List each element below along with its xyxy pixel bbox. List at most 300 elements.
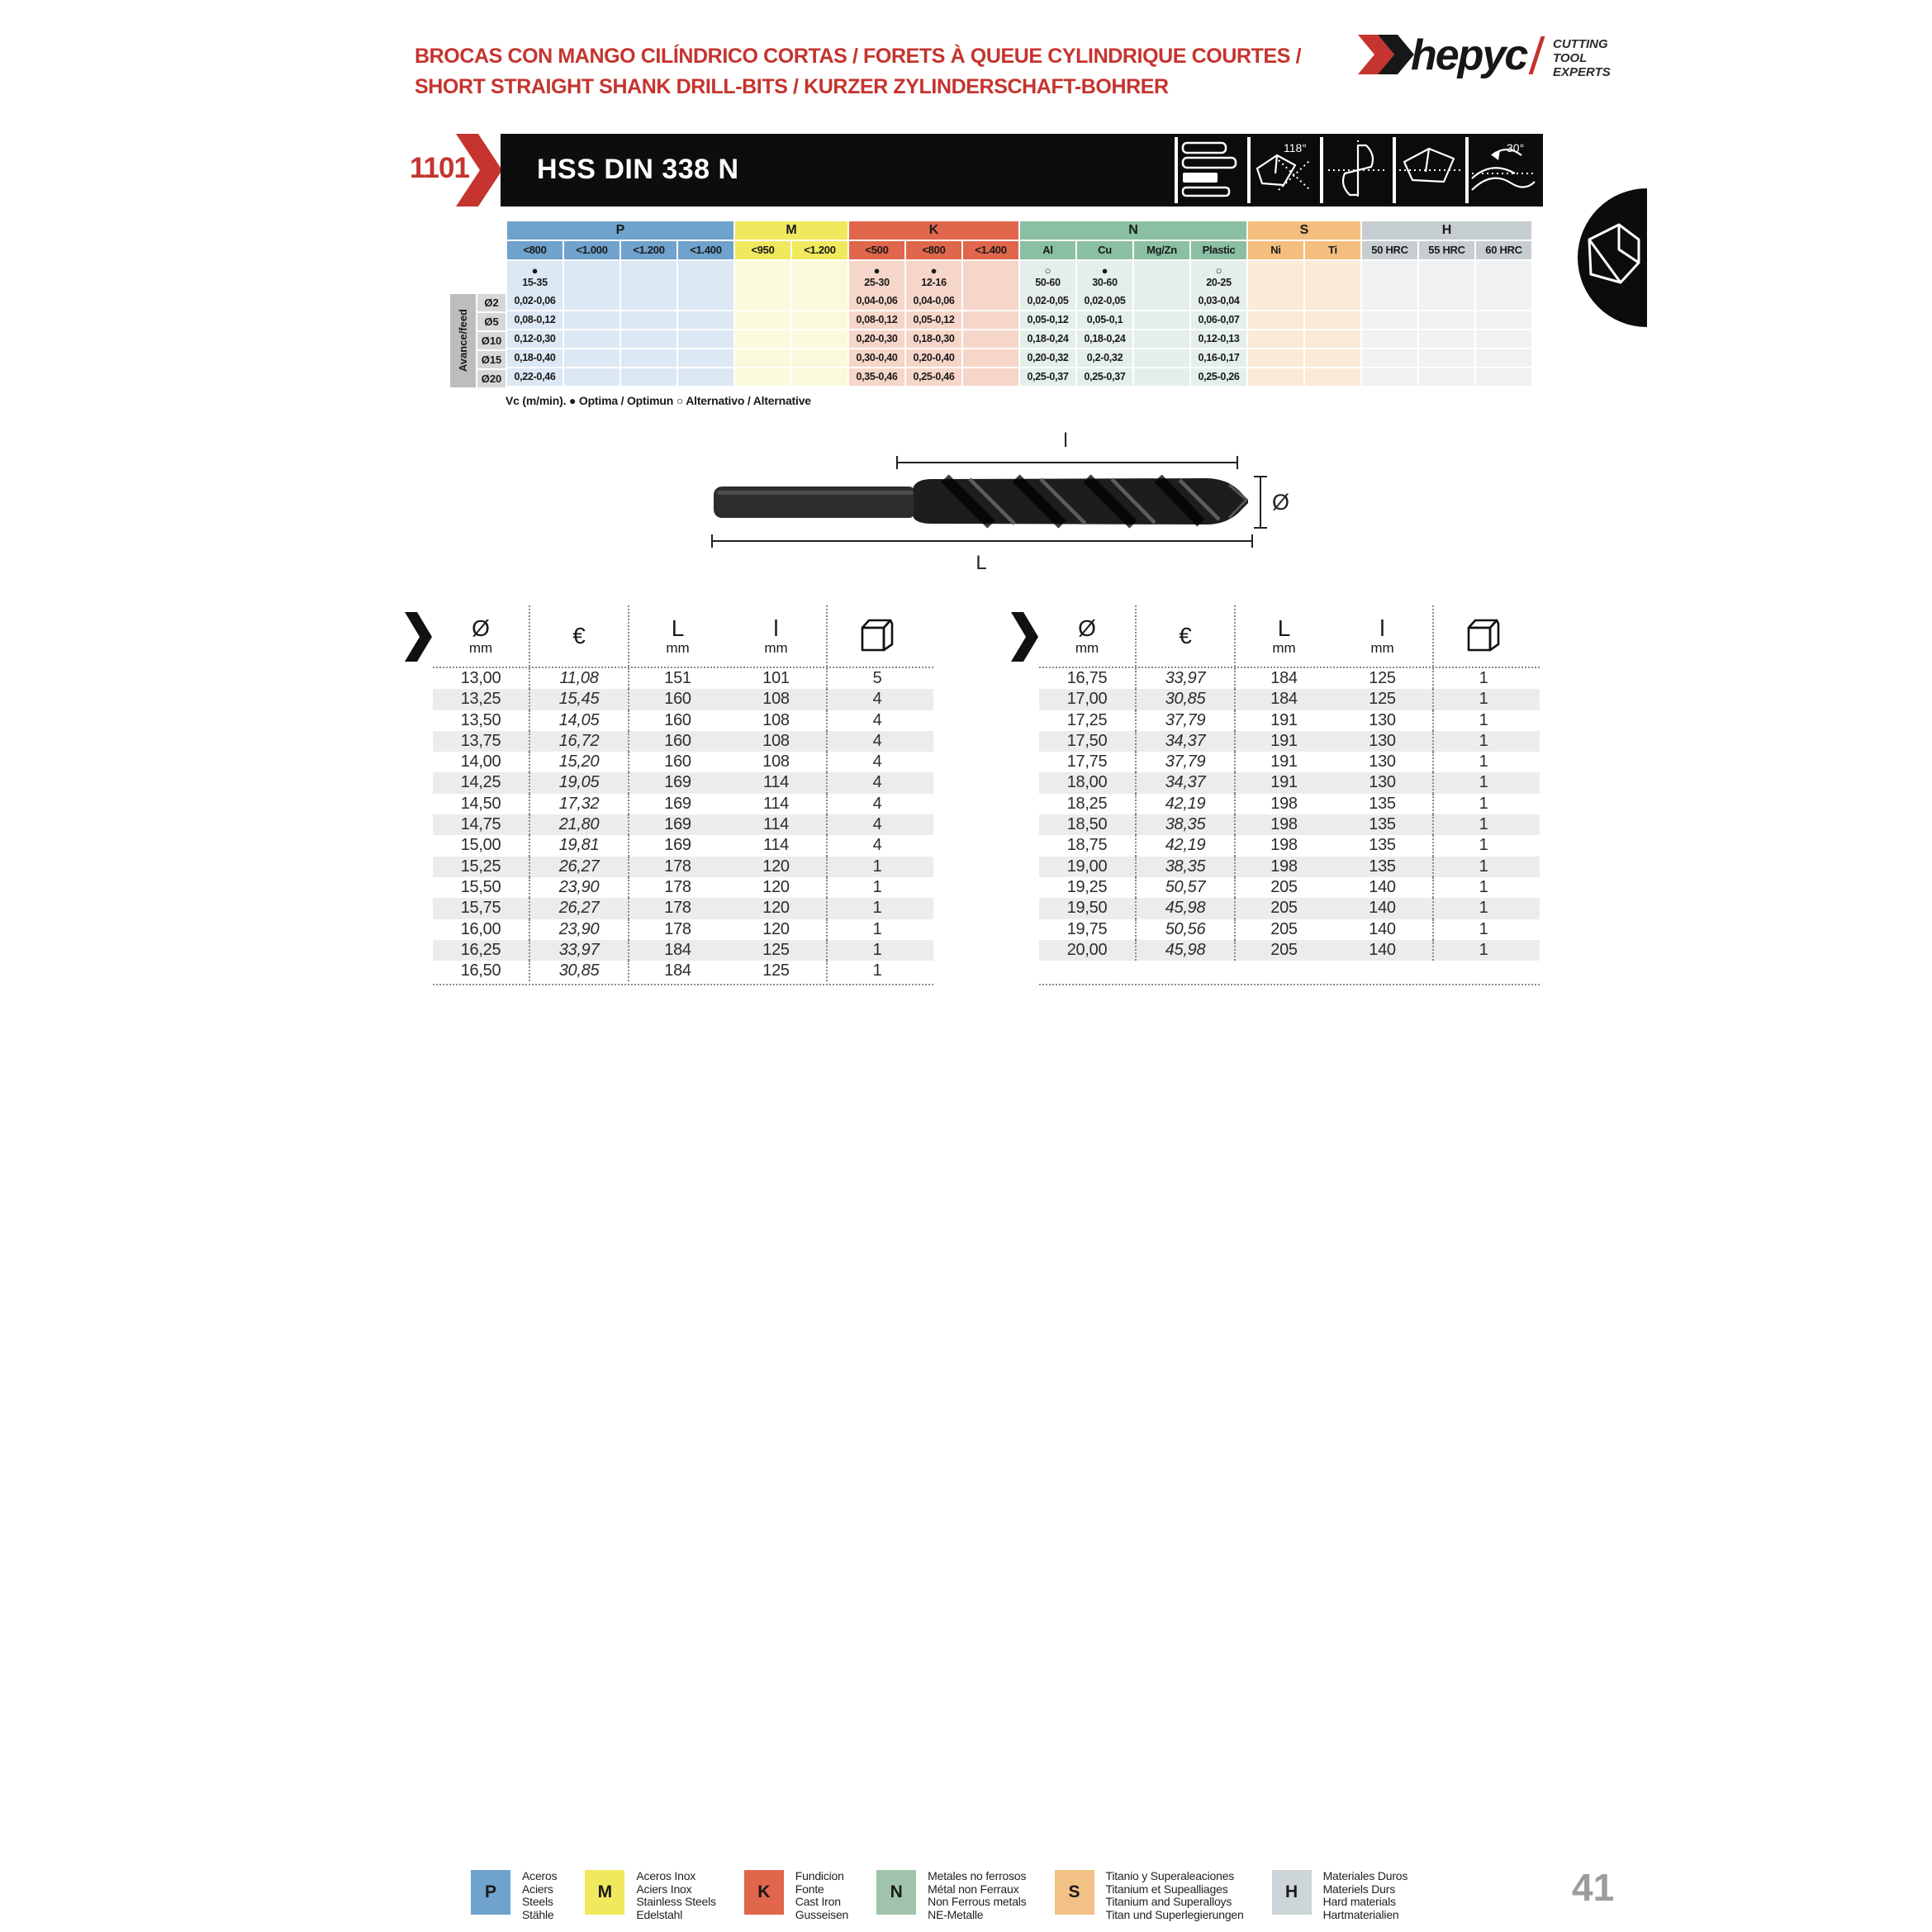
length-l: 135 — [1332, 794, 1434, 814]
price: 33,97 — [530, 940, 629, 961]
vc-cell — [1077, 261, 1132, 292]
tagline-line1: CUTTING — [1553, 37, 1608, 51]
length-l: 125 — [726, 940, 828, 961]
feed-cell: 0,20-0,32 — [1020, 349, 1075, 367]
feed-row — [507, 311, 1533, 329]
catalog-row — [1039, 710, 1540, 731]
package-icon — [828, 605, 927, 667]
legend-square-K: K — [744, 1870, 784, 1915]
length-L: 160 — [664, 710, 691, 729]
subcol-header: Plastic — [1191, 241, 1246, 259]
diameter: 16,50 — [433, 961, 530, 981]
length-l: 130 — [1332, 731, 1434, 752]
length-L: 178 — [664, 857, 691, 876]
length-l: 130 — [1332, 772, 1434, 793]
vc-value: 50-60 — [1035, 277, 1061, 288]
legend-square-P: P — [471, 1870, 510, 1915]
col-sub: mm — [468, 639, 493, 656]
col-header-price — [1137, 605, 1236, 667]
vc-caption: Vc (m/min). ● Optima / Optimun ○ Alternativo / Alternative — [506, 394, 811, 407]
diameter: 15,00 — [433, 835, 530, 856]
section-tab — [1578, 188, 1647, 327]
feed-cell: 0,08-0,12 — [849, 311, 904, 329]
length-L: 205 — [1270, 919, 1298, 938]
feed-cell: 0,04-0,06 — [906, 292, 961, 310]
legend-line: Steels — [522, 1895, 553, 1908]
legend-line: Fundicion — [795, 1869, 844, 1882]
price: 15,20 — [530, 752, 629, 772]
length-L: 160 — [664, 690, 691, 709]
diameter: 14,25 — [433, 772, 530, 793]
pack-qty: 1 — [872, 919, 882, 938]
subcol-header: 60 HRC — [1476, 241, 1531, 259]
legend-line: Stainless Steels — [636, 1895, 716, 1908]
catalog-row — [433, 961, 933, 981]
pack-qty: 1 — [872, 961, 882, 980]
vc-value: 12-16 — [921, 277, 947, 288]
table-chevron-icon — [405, 612, 433, 662]
catalog-row — [433, 752, 933, 772]
length-l: 114 — [726, 772, 828, 793]
group-header-S: S — [1248, 221, 1360, 240]
feed-cell — [963, 311, 1018, 329]
catalog-row — [433, 835, 933, 856]
length-l: 120 — [726, 857, 828, 877]
diameter: 14,00 — [433, 752, 530, 772]
catalog-row — [1039, 731, 1540, 752]
length-l: 135 — [1332, 814, 1434, 835]
length-l: 108 — [726, 752, 828, 772]
length-l: 125 — [1332, 689, 1434, 710]
pack-qty: 1 — [1479, 877, 1488, 896]
feed-cell — [678, 330, 733, 348]
pack-qty: 1 — [1479, 710, 1488, 729]
feed-cell — [1248, 368, 1303, 386]
vc-cell — [564, 261, 619, 292]
length-l: 130 — [1332, 752, 1434, 772]
col-sub: mm — [666, 639, 690, 656]
price: 14,05 — [530, 710, 629, 731]
vc-cell — [735, 261, 790, 292]
dia-label: Ø5 — [477, 313, 506, 330]
helix-angle-label: 30° — [1507, 141, 1525, 154]
page-title — [415, 41, 1301, 102]
vc-symbol: ○ — [1215, 264, 1222, 277]
feed-row — [507, 349, 1533, 367]
catalog-row — [1039, 794, 1540, 814]
pack-qty: 1 — [1479, 773, 1488, 792]
diameter: 14,75 — [433, 814, 530, 835]
feed-cell — [963, 368, 1018, 386]
legend-item-N — [876, 1870, 1026, 1921]
diameter: 18,00 — [1039, 772, 1137, 793]
diameter: 15,50 — [433, 877, 530, 898]
feed-cell — [1134, 368, 1189, 386]
pack-qty: 4 — [872, 710, 882, 729]
price: 11,08 — [530, 668, 629, 689]
legend-item-K — [744, 1870, 848, 1921]
price: 37,79 — [1137, 752, 1236, 772]
diameter: 18,75 — [1039, 835, 1137, 856]
pack-qty: 1 — [1479, 731, 1488, 750]
speed-group-row — [507, 221, 1533, 240]
length-L: 191 — [1270, 752, 1298, 771]
feed-cell: 0,18-0,40 — [507, 349, 563, 367]
length-L: 169 — [664, 836, 691, 855]
feed-cell — [792, 292, 847, 310]
feed-cell — [1248, 311, 1303, 329]
product-title-bar — [501, 134, 1543, 206]
length-L: 151 — [664, 669, 691, 687]
vc-cell — [678, 261, 733, 292]
diameter: 15,75 — [433, 898, 530, 919]
subcol-header: <500 — [849, 241, 904, 259]
price: 15,45 — [530, 689, 629, 710]
feed-cell — [564, 311, 619, 329]
helix-30-icon — [1465, 137, 1538, 203]
catalog-row — [1039, 940, 1540, 961]
pack-qty: 1 — [1479, 836, 1488, 855]
catalog-row — [433, 772, 933, 793]
col-sub: mm — [1272, 639, 1296, 656]
legend-line: Métal non Ferraux — [928, 1882, 1019, 1896]
vc-symbol: ● — [930, 264, 938, 277]
subcol-header: Al — [1020, 241, 1075, 259]
feed-cell — [564, 368, 619, 386]
pack-qty: 1 — [872, 857, 882, 876]
price: 23,90 — [530, 919, 629, 940]
length-L: 191 — [1270, 710, 1298, 729]
pack-qty: 4 — [872, 815, 882, 834]
diameter: 20,00 — [1039, 940, 1137, 961]
legend-line: Non Ferrous metals — [928, 1895, 1027, 1908]
col-header-diameter — [1039, 605, 1137, 667]
feed-cell: 0,25-0,37 — [1020, 368, 1075, 386]
technical-icons — [1175, 137, 1538, 203]
length-l: 140 — [1332, 919, 1434, 940]
dia-label: Ø10 — [477, 332, 506, 349]
price: 37,79 — [1137, 710, 1236, 731]
feed-cell — [735, 311, 790, 329]
feed-row — [507, 292, 1533, 310]
feed-cell: 0,06-0,07 — [1191, 311, 1246, 329]
price: 21,80 — [530, 814, 629, 835]
catalog-row — [1039, 835, 1540, 856]
price: 42,19 — [1137, 794, 1236, 814]
catalog-row — [1039, 668, 1540, 689]
price: 30,85 — [1137, 689, 1236, 710]
length-l: 130 — [1332, 710, 1434, 731]
legend-text — [1106, 1870, 1244, 1921]
catalog-table-right — [1011, 605, 1540, 985]
feed-cell — [1476, 368, 1531, 386]
catalog-row — [1039, 772, 1540, 793]
feed-cell — [1362, 292, 1417, 310]
legend-square-H: H — [1272, 1870, 1312, 1915]
length-L: 178 — [664, 919, 691, 938]
col-header-length-l — [1332, 605, 1434, 667]
pack-qty: 1 — [1479, 919, 1488, 938]
brand-logo — [1356, 20, 1629, 89]
diameter: 18,50 — [1039, 814, 1137, 835]
length-L: 160 — [664, 731, 691, 750]
feed-cell — [792, 368, 847, 386]
feed-cell: 0,18-0,30 — [906, 330, 961, 348]
pack-qty: 4 — [872, 731, 882, 750]
catalog-row — [433, 898, 933, 919]
feed-cell: 0,22-0,46 — [507, 368, 563, 386]
group-header-M: M — [735, 221, 847, 240]
group-header-H: H — [1362, 221, 1531, 240]
price: 23,90 — [530, 877, 629, 898]
vc-cell — [621, 261, 676, 292]
legend-line: Aceros — [522, 1869, 558, 1882]
diameter: 19,75 — [1039, 919, 1137, 940]
feed-cell — [564, 292, 619, 310]
feed-cell — [564, 330, 619, 348]
price: 17,32 — [530, 794, 629, 814]
catalog-row — [1039, 898, 1540, 919]
catalog-row — [1039, 752, 1540, 772]
diameter: 17,25 — [1039, 710, 1137, 731]
cross-section-icon — [1320, 137, 1393, 203]
catalog-row — [433, 940, 933, 961]
vc-cell — [507, 261, 563, 292]
subcol-header: Ni — [1248, 241, 1303, 259]
dia-label: Ø2 — [477, 294, 506, 311]
pack-qty: 4 — [872, 752, 882, 771]
length-L: 184 — [664, 961, 691, 980]
subcol-header: <1.000 — [564, 241, 619, 259]
legend-text — [636, 1870, 715, 1921]
feed-cell: 0,03-0,04 — [1191, 292, 1246, 310]
feed-row — [507, 368, 1533, 386]
feed-cell — [792, 330, 847, 348]
pack-qty: 1 — [1479, 690, 1488, 709]
length-l: 114 — [726, 814, 828, 835]
length-L: 198 — [1270, 857, 1298, 876]
feed-cell — [963, 349, 1018, 367]
feed-cell: 0,05-0,12 — [1020, 311, 1075, 329]
price: 42,19 — [1137, 835, 1236, 856]
pack-qty: 1 — [1479, 857, 1488, 876]
feed-cell: 0,35-0,46 — [849, 368, 904, 386]
diameter: 13,00 — [433, 668, 530, 689]
catalog-row — [1039, 877, 1540, 898]
feed-cell: 0,20-0,40 — [906, 349, 961, 367]
feed-cell — [1248, 330, 1303, 348]
feed-cell — [792, 311, 847, 329]
subcol-header: <1.400 — [678, 241, 733, 259]
legend-text — [522, 1870, 557, 1921]
legend-text — [928, 1870, 1026, 1921]
speed-vc-row — [507, 261, 1533, 292]
price: 16,72 — [530, 731, 629, 752]
vc-cell — [1248, 261, 1303, 292]
vc-cell — [1305, 261, 1360, 292]
feed-cell — [1305, 311, 1360, 329]
group-header-N: N — [1020, 221, 1246, 240]
length-l: 135 — [1332, 835, 1434, 856]
catalog-header-left — [433, 605, 933, 668]
feed-cell — [735, 292, 790, 310]
feed-cell — [621, 349, 676, 367]
legend-line: Materiales Duros — [1322, 1869, 1408, 1882]
price: 26,27 — [530, 898, 629, 919]
length-L: 198 — [1270, 815, 1298, 834]
group-header-P: P — [507, 221, 733, 240]
col-header-length-l — [726, 605, 828, 667]
feed-cell — [792, 349, 847, 367]
pack-qty: 1 — [872, 877, 882, 896]
col-sub: mm — [1370, 639, 1394, 656]
catalog-row — [433, 731, 933, 752]
pack-qty: 4 — [872, 836, 882, 855]
feed-cell — [1362, 311, 1417, 329]
catalog-row — [433, 794, 933, 814]
feed-cell — [621, 368, 676, 386]
length-l: 108 — [726, 731, 828, 752]
feed-cell: 0,05-0,12 — [906, 311, 961, 329]
legend-line: Titanio y Superaleaciones — [1105, 1869, 1235, 1882]
vc-symbol: ● — [531, 264, 539, 277]
price: 45,98 — [1137, 898, 1236, 919]
red-chevron-icon — [456, 134, 504, 206]
length-l: 125 — [1332, 668, 1434, 689]
feed-cell — [621, 311, 676, 329]
feed-cell: 0,25-0,37 — [1077, 368, 1132, 386]
feed-cell: 0,2-0,32 — [1077, 349, 1132, 367]
length-L: 198 — [1270, 836, 1298, 855]
vc-cell — [1134, 261, 1189, 292]
dim-L-label: L — [975, 552, 987, 574]
diameter: 13,25 — [433, 689, 530, 710]
catalog-row — [1039, 857, 1540, 877]
pack-qty: 1 — [1479, 794, 1488, 813]
pack-qty: 1 — [1479, 815, 1488, 834]
shank-profile-icon — [1175, 137, 1247, 203]
hepyc-logo-icon — [1356, 20, 1629, 89]
length-L: 184 — [1270, 669, 1298, 687]
subcol-header: <1.200 — [621, 241, 676, 259]
col-main: € — [572, 623, 586, 648]
legend-line: NE-Metalle — [928, 1907, 984, 1921]
col-header-diameter — [433, 605, 530, 667]
vc-value: 20-25 — [1206, 277, 1232, 288]
col-header-length-L — [1236, 605, 1332, 667]
pack-qty: 4 — [872, 773, 882, 792]
subcol-header: 55 HRC — [1419, 241, 1474, 259]
price: 50,56 — [1137, 919, 1236, 940]
package-icon — [1434, 605, 1533, 667]
vc-cell — [1191, 261, 1246, 292]
length-l: 114 — [726, 794, 828, 814]
length-l: 114 — [726, 835, 828, 856]
diameter: 14,50 — [433, 794, 530, 814]
price: 19,81 — [530, 835, 629, 856]
catalog-body-left — [433, 668, 933, 985]
feed-cell — [1362, 330, 1417, 348]
price: 26,27 — [530, 857, 629, 877]
drill-bit-illustration — [700, 417, 1295, 574]
subcol-header: 50 HRC — [1362, 241, 1417, 259]
length-l: 120 — [726, 898, 828, 919]
vc-cell — [849, 261, 904, 292]
length-L: 191 — [1270, 773, 1298, 792]
legend-line: Edelstahl — [636, 1907, 683, 1921]
drill-bit-image — [714, 478, 1248, 525]
vc-cell — [1419, 261, 1474, 292]
length-l: 108 — [726, 689, 828, 710]
vc-cell — [1476, 261, 1531, 292]
legend-line: Aceros Inox — [636, 1869, 696, 1882]
dia-label: Ø15 — [477, 351, 506, 368]
feed-cell — [621, 292, 676, 310]
feed-cell — [678, 368, 733, 386]
product-name: HSS DIN 338 N — [537, 154, 739, 185]
legend-text — [795, 1870, 848, 1921]
length-L: 184 — [1270, 690, 1298, 709]
legend-text — [1323, 1870, 1408, 1921]
feed-cell — [1248, 292, 1303, 310]
legend-line: Hartmaterialien — [1322, 1907, 1399, 1921]
catalog-row — [433, 689, 933, 710]
feed-cell — [1305, 292, 1360, 310]
pack-qty: 1 — [1479, 752, 1488, 771]
legend-line: Gusseisen — [795, 1907, 849, 1921]
catalog-table-left — [405, 605, 933, 985]
diameter: 16,00 — [433, 919, 530, 940]
legend-line: Titanium and Superalloys — [1105, 1895, 1232, 1908]
length-L: 169 — [664, 773, 691, 792]
length-l: 140 — [1332, 898, 1434, 919]
catalog-row — [433, 857, 933, 877]
length-l: 108 — [726, 710, 828, 731]
feed-cell: 0,25-0,26 — [1191, 368, 1246, 386]
table-chevron-icon — [1011, 612, 1039, 662]
diameter: 19,00 — [1039, 857, 1137, 877]
vc-symbol: ○ — [1044, 264, 1051, 277]
feed-cell: 0,12-0,30 — [507, 330, 563, 348]
price: 45,98 — [1137, 940, 1236, 961]
vc-value: 30-60 — [1092, 277, 1118, 288]
legend-square-M: M — [585, 1870, 624, 1915]
col-sub: mm — [764, 639, 788, 656]
speed-dia-col — [477, 294, 506, 389]
length-l: 101 — [726, 668, 828, 689]
subcol-header: <950 — [735, 241, 790, 259]
vc-symbol: ● — [1101, 264, 1108, 277]
length-L: 205 — [1270, 940, 1298, 959]
feed-cell: 0,05-0,1 — [1077, 311, 1132, 329]
price: 34,37 — [1137, 731, 1236, 752]
length-l: 140 — [1332, 877, 1434, 898]
legend-square-S: S — [1055, 1870, 1094, 1915]
subcol-header: <800 — [906, 241, 961, 259]
legend-item-H — [1272, 1870, 1408, 1921]
feed-cell — [1476, 349, 1531, 367]
diameter: 13,50 — [433, 710, 530, 731]
brand-name: hepyc — [1411, 31, 1527, 79]
feed-cell — [1248, 349, 1303, 367]
col-main: l — [1379, 615, 1385, 641]
feed-cell — [678, 292, 733, 310]
pack-qty: 1 — [1479, 940, 1488, 959]
col-main: L — [1277, 615, 1291, 641]
diameter: 16,25 — [433, 940, 530, 961]
diameter: 16,75 — [1039, 668, 1137, 689]
page-title-line1: BROCAS CON MANGO CILÍNDRICO CORTAS / FORETS À QUEUE CYLINDRIQUE COURTES / — [415, 45, 1302, 68]
